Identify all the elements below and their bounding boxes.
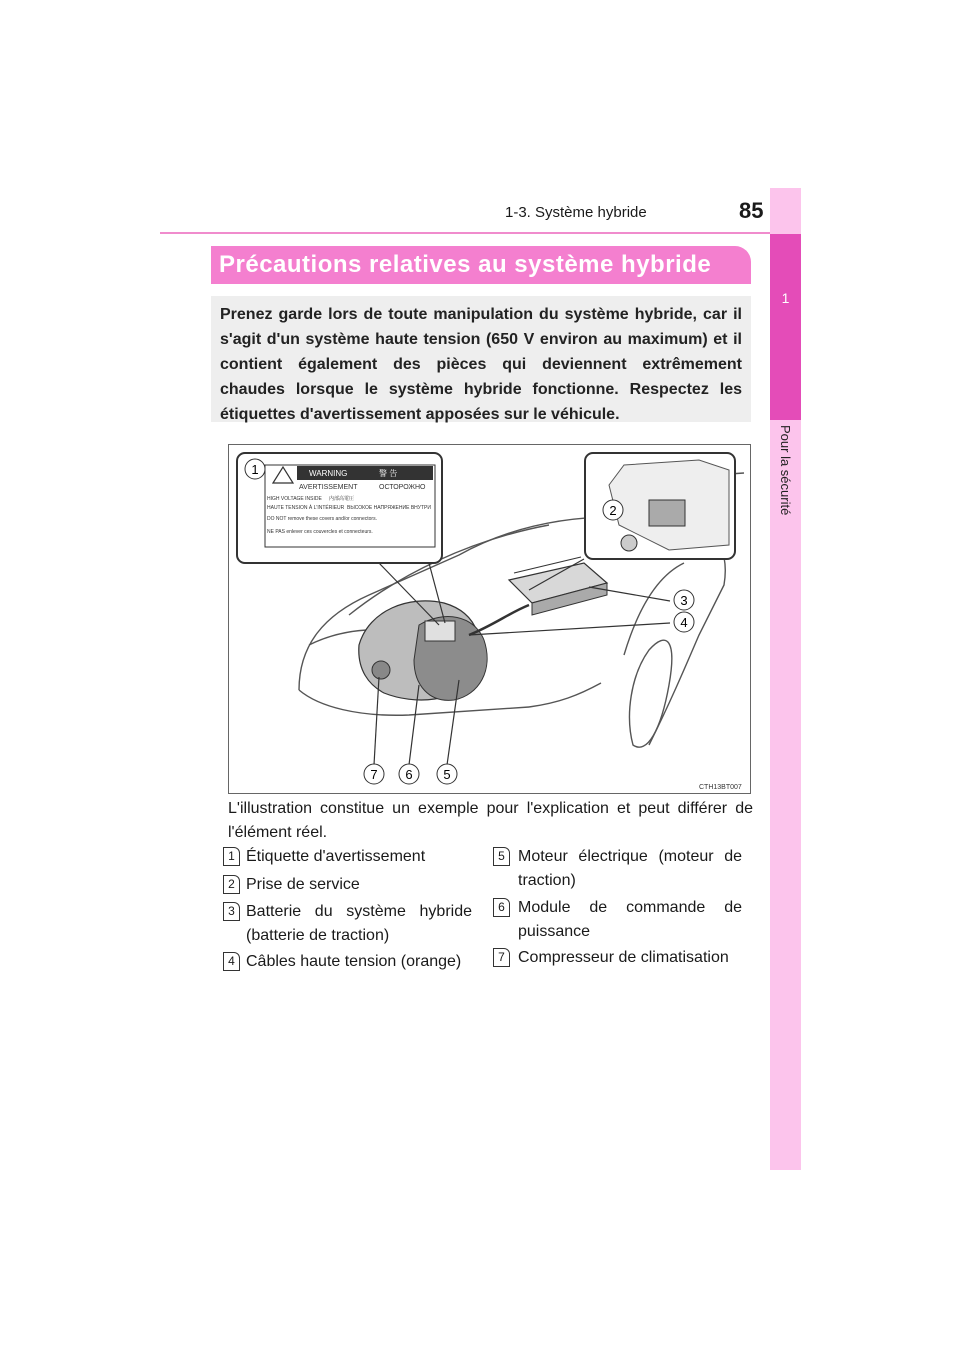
chapter-title: Pour la sécurité [778,425,793,516]
side-tab-active [770,234,801,420]
svg-text:6: 6 [405,767,413,782]
svg-text:7: 7 [370,767,378,782]
legend-badge: 1 [223,847,240,866]
svg-text:5: 5 [443,767,451,782]
label-jp-inside: 内部高電圧 [329,496,355,502]
page-number: 85 [739,198,764,223]
legend-badge: 4 [223,952,240,971]
label-haute-tension: HAUTE TENSION À L'INTÉRIEUR [267,505,345,511]
callout-6 [399,764,419,784]
label-warning-jp: 警 告 [379,469,398,478]
hybrid-system-diagram [229,445,750,793]
callout-5 [437,764,457,784]
chapter-number: 1 [781,290,790,306]
hv-cable [469,605,529,635]
legend-text: Câbles haute tension (orange) [246,953,462,970]
header-rule [160,232,800,234]
legend-badge: 2 [223,875,240,894]
svg-text:1: 1 [251,462,259,477]
callout-7 [364,764,384,784]
warning-label-inset [237,453,442,563]
illustration [228,444,751,794]
label-ru-inside: ВЫСОКОЕ НАПРЯЖЕНИЕ ВНУТРИ [347,505,431,511]
label-hv-inside: HIGH VOLTAGE INSIDE [267,496,322,502]
label-avertissement: AVERTISSEMENT [299,484,358,491]
legend-text: Moteur électrique (moteur de traction) [518,848,742,889]
svg-text:4: 4 [680,615,688,630]
legend-text: Module de commande de puissance [518,899,742,940]
label-do-not: DO NOT remove these covers and/or connectors. [267,516,377,522]
svg-text:2: 2 [609,503,617,518]
section-header: 1-3. Système hybride [505,204,647,221]
legend-text: Compresseur de climatisation [518,949,729,966]
legend-badge: 6 [493,898,510,917]
callout-3 [674,590,694,610]
legend-badge: 7 [493,948,510,967]
callout-4 [674,612,694,632]
legend-badge: 3 [223,902,240,921]
legend-text: Batterie du système hybride (batterie de traction) [246,903,472,944]
caption: L'illustration constitue un exemple pour l'explication et peut différer de l'élément réel. [228,800,753,841]
illustration-code: CTH13BT007 [699,784,742,791]
label-ru: ОСТОРОЖНО [379,484,426,491]
svg-text:3: 3 [680,593,688,608]
label-ne-pas: NE PAS enlever ces couvercles et connecteurs. [267,529,373,535]
callout-2 [603,500,623,520]
label-warning: WARNING [309,469,348,478]
callout-1 [245,459,265,479]
legend-badge: 5 [493,847,510,866]
intro-text: Prenez garde lors de toute manipulation du système hybride, car il s'agit d'un système haute tension (650 V environ au maximum) et il contient également des pièces qui deviennent extrêmement chaudes lorsque le système hybride fonctionne. Respectez les étiquettes d'avertissement apposées sur le véhicule. [220,306,742,423]
legend-text: Prise de service [246,876,360,893]
legend-text: Étiquette d'avertissement [246,848,426,865]
section-title: Précautions relatives au système hybride [219,251,712,278]
